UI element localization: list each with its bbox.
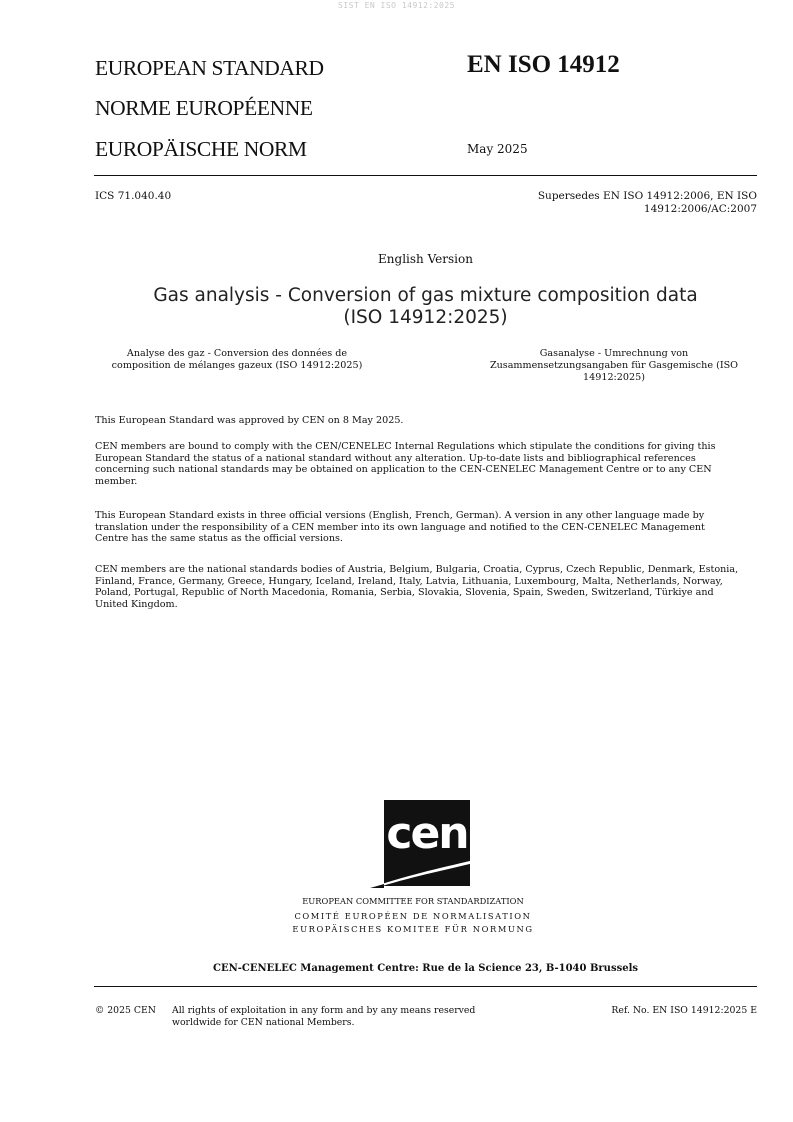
members-paragraph bbox=[95, 564, 758, 610]
supersedes-note bbox=[477, 190, 757, 216]
committee-name-en: EUROPEAN COMMITTEE FOR STANDARDIZATION bbox=[302, 896, 524, 906]
standard-name-en: EUROPEAN STANDARD bbox=[95, 56, 324, 80]
publication-date: May 2025 bbox=[467, 142, 528, 156]
paragraph-line: This European Standard exists in three official versions (English, French, German). A version in any other language made by bbox=[95, 510, 705, 521]
standard-name-fr: NORME EUROPÉENNE bbox=[95, 96, 313, 120]
version-label: English Version bbox=[378, 252, 473, 266]
title-line: (ISO 14912:2025) bbox=[343, 307, 508, 328]
copyright: © 2025 CEN bbox=[95, 1005, 156, 1016]
paragraph-line: CEN members are the national standards bodies of Austria, Belgium, Bulgaria, Croatia, Cyprus, Czech Republic, Denmark, Estonia, bbox=[95, 564, 739, 575]
french-title-line: composition de mélanges gazeux (ISO 14912:2025) bbox=[111, 360, 363, 371]
paragraph-line: translation under the responsibility of a CEN member into its own language and notified to the CEN-CENELEC Management bbox=[95, 521, 705, 533]
footer-divider bbox=[94, 986, 757, 987]
paragraph-line: concerning such national standards may be obtained on application to the CEN-CENELEC Management Centre or to any CEN bbox=[95, 464, 712, 476]
rights-line: All rights of exploitation in any form and by any means reserved bbox=[172, 1005, 476, 1016]
german-title-line: Zusammensetzungsangaben für Gasgemische (ISO bbox=[489, 360, 739, 371]
supersedes-line: 14912:2006/AC:2007 bbox=[643, 203, 757, 215]
paragraph-line: member. bbox=[95, 475, 138, 487]
logo-text: cen bbox=[386, 808, 468, 859]
supersedes-line: Supersedes EN ISO 14912:2006, EN ISO bbox=[537, 190, 757, 202]
document-title bbox=[94, 285, 757, 329]
cen-logo bbox=[370, 800, 482, 888]
ics-code: ICS 71.040.40 bbox=[95, 190, 172, 202]
french-title bbox=[94, 348, 380, 372]
paragraph-line: United Kingdom. bbox=[95, 598, 178, 610]
german-title-line: 14912:2025) bbox=[583, 372, 645, 383]
standard-name-de: EUROPÄISCHE NORM bbox=[95, 137, 307, 161]
paragraph-line: Centre has the same status as the official versions. bbox=[95, 533, 343, 545]
standard-number: EN ISO 14912 bbox=[467, 51, 620, 78]
rights-statement bbox=[172, 1005, 502, 1029]
paragraph-line: European Standard the status of a national standard without any alteration. Up-to-date lists and bibliographical references bbox=[95, 452, 696, 464]
title-line: Gas analysis - Conversion of gas mixture composition data bbox=[153, 285, 698, 306]
french-title-line: Analyse des gaz - Conversion des données de bbox=[126, 348, 348, 359]
paragraph-line: CEN members are bound to comply with the CEN/CENELEC Internal Regulations which stipulate the conditions for giving this bbox=[95, 441, 716, 452]
committee-name-de: EUROPÄISCHES KOMITEE FÜR NORMUNG bbox=[292, 924, 534, 934]
committee-name-fr: COMITÉ EUROPÉEN DE NORMALISATION bbox=[294, 911, 532, 921]
paragraph-line: This European Standard was approved by CEN on 8 May 2025. bbox=[95, 415, 404, 426]
paragraph-line: Finland, France, Germany, Greece, Hungary, Iceland, Ireland, Italy, Latvia, Lithuania, Luxembourg, Malta, Netherlands, Norway, bbox=[95, 575, 723, 587]
watermark: SIST EN ISO 14912:2025 bbox=[338, 1, 455, 10]
compliance-paragraph bbox=[95, 441, 758, 487]
german-title bbox=[471, 348, 757, 384]
german-title-line: Gasanalyse - Umrechnung von bbox=[539, 348, 689, 359]
management-centre: CEN-CENELEC Management Centre: Rue de la Science 23, B-1040 Brussels bbox=[212, 963, 638, 974]
header-divider bbox=[94, 175, 757, 176]
paragraph-line: Poland, Portugal, Republic of North Macedonia, Romania, Serbia, Slovakia, Slovenia, Spain, Sweden, Switzerland, Türkiye and bbox=[95, 587, 714, 599]
versions-paragraph bbox=[95, 510, 758, 545]
approval-paragraph bbox=[95, 415, 758, 427]
rights-line: worldwide for CEN national Members. bbox=[172, 1017, 355, 1028]
reference-number: Ref. No. EN ISO 14912:2025 E bbox=[611, 1005, 757, 1016]
